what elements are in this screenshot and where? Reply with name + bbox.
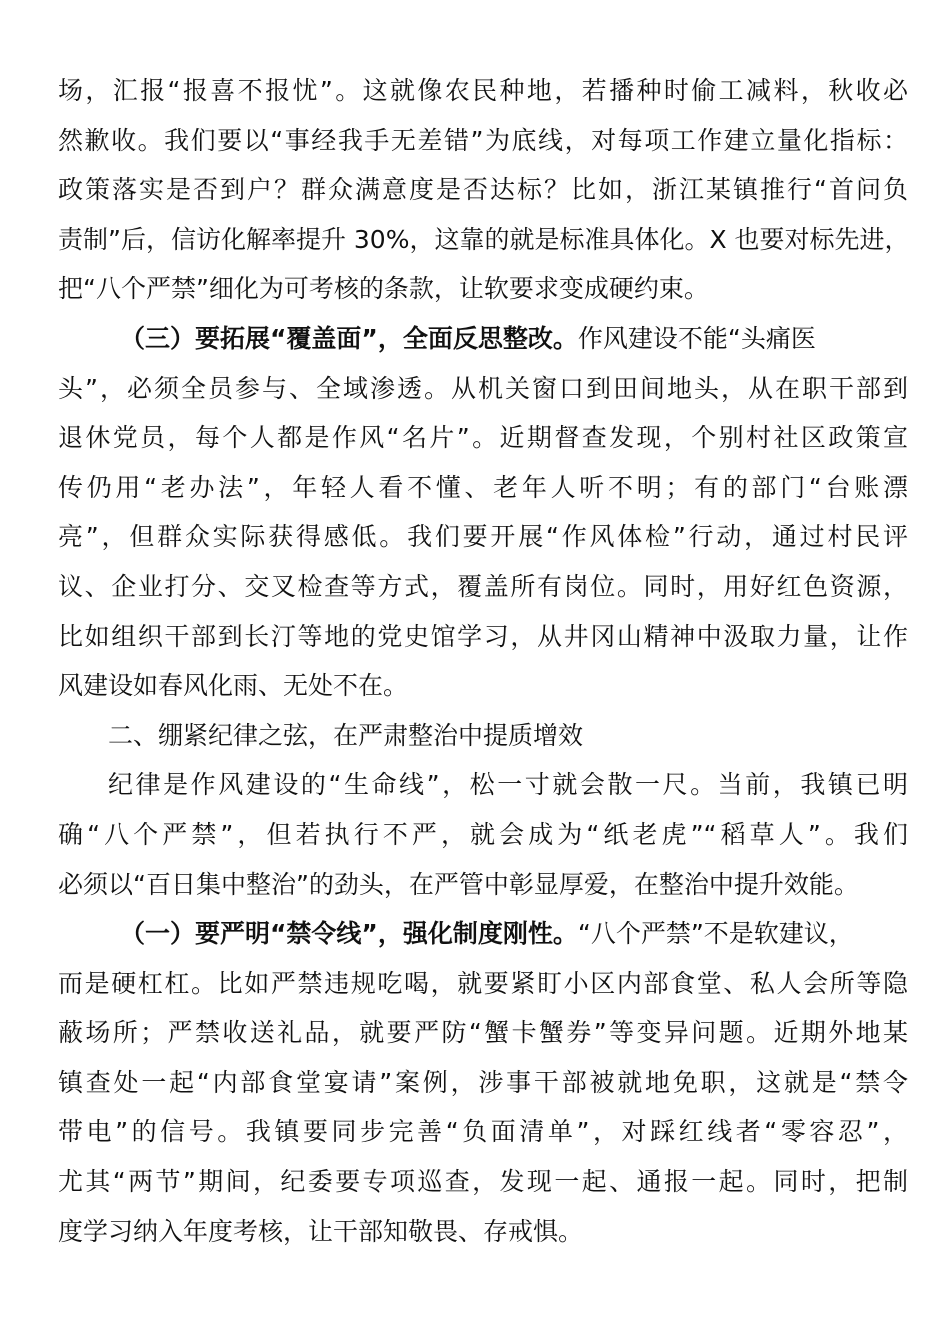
text-line: 度学习纳入年度考核，让干部知敬畏、存戒惧。	[58, 1216, 584, 1246]
text-line: 传仍用“老办法”，年轻人看不懂、老年人听不明；有的部门“台账漂	[58, 472, 908, 502]
text-line: 而是硬杠杠。比如严禁违规吃喝，就要紧盯小区内部食堂、私人会所等隐	[58, 968, 908, 998]
section-heading-2: 二、绷紧纪律之弦，在严肃整治中提质增效	[108, 720, 584, 750]
text-line: 尤其“两节”期间，纪委要专项巡查，发现一起、通报一起。同时，把制	[58, 1167, 908, 1197]
text-line: 退休党员，每个人都是作风“名片”。近期督查发现，个别村社区政策宣	[58, 423, 908, 453]
text-line: 场，汇报“报喜不报忧”。这就像农民种地，若播种时偷工减料，秋收必	[58, 76, 908, 105]
text-span: “八个严禁”不是软建议，	[577, 919, 854, 949]
text-line: 责制”后，信访化解率提升 30%，这靠的就是标准具体化。X 也要对标先进，	[58, 224, 910, 254]
subsection-heading-3: （三）要拓展“覆盖面”，全面反思整改。	[120, 323, 578, 353]
text-line: 蔽场所；严禁收送礼品，就要严防“蟹卡蟹券”等变异问题。近期外地某	[58, 1018, 908, 1048]
text-line: 政策落实是否到户？群众满意度是否达标？比如，浙江某镇推行“首问负	[58, 175, 908, 205]
text-line: 必须以“百日集中整治”的劲头，在严管中彰显厚爱，在整治中提升效能。	[58, 869, 859, 899]
text-line: 镇查处一起“内部食堂宴请”案例，涉事干部被就地免职，这就是“禁令	[58, 1067, 908, 1097]
subsection-first-line	[58, 314, 908, 364]
text-line: 把“八个严禁”细化为可考核的条款，让软要求变成硬约束。	[58, 274, 709, 304]
text-line: 带电”的信号。我镇要同步完善“负面清单”，对踩红线者“零容忍”，	[58, 1117, 908, 1147]
text-line: 议、企业打分、交叉检查等方式，覆盖所有岗位。同时，用好红色资源，	[58, 571, 908, 601]
text-line: 风建设如春风化雨、无处不在。	[58, 671, 409, 701]
text-line: 纪律是作风建设的“生命线”，松一寸就会散一尺。当前，我镇已明	[108, 770, 908, 800]
text-line: 头”，必须全员参与、全域渗透。从机关窗口到田间地头，从在职干部到	[58, 373, 908, 403]
subsection-heading-1: （一）要严明“禁令线”，强化制度刚性。	[120, 919, 578, 949]
text-span: 作风建设不能“头痛医	[577, 323, 816, 353]
subsection-first-line	[58, 909, 908, 959]
document-page	[58, 66, 908, 1256]
text-line: 然歉收。我们要以“事经我手无差错”为底线，对每项工作建立量化指标：	[58, 125, 908, 155]
text-line: 亮”，但群众实际获得感低。我们要开展“作风体检”行动，通过村民评	[58, 522, 908, 552]
text-line: 比如组织干部到长汀等地的党史馆学习，从井冈山精神中汲取力量，让作	[58, 621, 908, 651]
text-line: 确“八个严禁”，但若执行不严，就会成为“纸老虎”“稻草人”。我们	[58, 819, 908, 849]
